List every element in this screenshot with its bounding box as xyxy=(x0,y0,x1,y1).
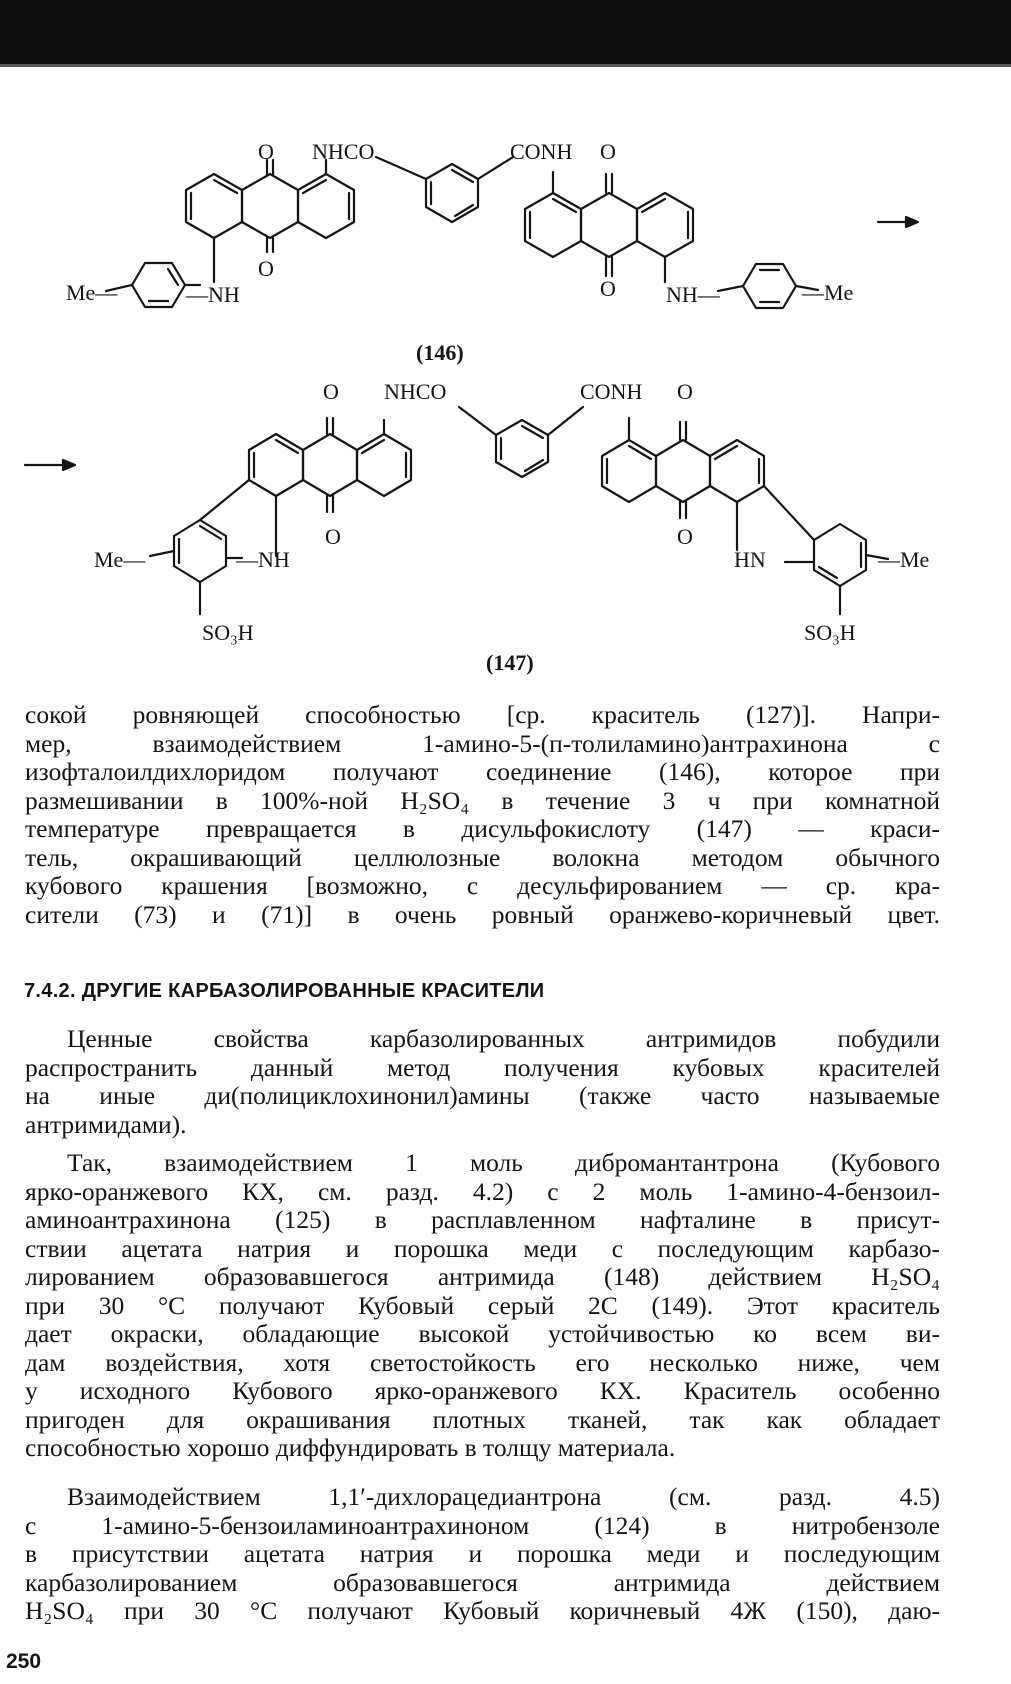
compound-label-147: (147) xyxy=(486,650,534,675)
label-so3h: SO₃H xyxy=(804,620,856,645)
text-line: Взаимодействием 1,1′-дихлорацедиантрона (см. разд. 4.5) xyxy=(67,1482,940,1511)
reaction-scheme xyxy=(0,0,1011,700)
text-line: кубового крашения [возможно, с десульфированием — ср. кра- xyxy=(25,871,940,900)
text-line: у исходного Кубового ярко-оранжевого КХ. Краситель особенно xyxy=(25,1376,940,1405)
paragraph-carbazolated-antrimides xyxy=(25,1025,940,1139)
label-so3h: SO₃H xyxy=(202,620,254,645)
label-nhco: NHCO xyxy=(312,139,375,164)
label-oxygen: O xyxy=(325,524,341,549)
text-line: с 1-амино-5-бензоиламиноантрахиноном (124) в нитробензоле xyxy=(25,1510,940,1540)
text-line: мер, взаимодействием 1-амино-5-(п-толиламино)антрахинона с xyxy=(25,728,940,758)
compound-label-146: (146) xyxy=(416,340,464,365)
label-conh: CONH xyxy=(510,139,573,164)
text-line: размешивании в 100%-ной H₂SO₄ в течение 3 ч при комнатной xyxy=(25,785,940,815)
label-oxygen: O xyxy=(600,139,616,164)
label-me-left: Me— xyxy=(66,280,118,305)
label-oxygen: O xyxy=(258,139,274,164)
text-line: пригоден для окрашивания плотных тканей, так как обладает xyxy=(25,1404,940,1434)
text-line: сители (73) и (71)] в очень ровный оранжево-коричневый цвет. xyxy=(25,899,940,929)
label-oxygen: O xyxy=(677,379,693,404)
text-line: дает окраски, обладающие высокой устойчивостью ко всем ви- xyxy=(25,1319,940,1348)
text-line: Ценные свойства карбазолированных антримидов побудили xyxy=(67,1024,940,1053)
label-hn: HN xyxy=(734,547,766,572)
text-line: способностью хорошо диффундировать в толщу материала. xyxy=(25,1433,676,1462)
text-line: аминоантрахинона (125) в расплавленном нафталине в присут- xyxy=(25,1205,940,1234)
label-oxygen: O xyxy=(323,379,339,404)
label-oxygen: O xyxy=(677,524,693,549)
label-oxygen: O xyxy=(258,256,274,281)
text-line: H₂SO₄ при 30 °С получают Кубовый коричневый 4Ж (150), даю- xyxy=(25,1596,940,1625)
text-line: изофталоилдихлоридом получают соединение (146), которое при xyxy=(25,757,940,786)
text-line: температуре превращается в дисульфокислоту (147) — краси- xyxy=(25,814,940,843)
label-nh-right: NH— xyxy=(666,282,720,307)
text-line: антримидами). xyxy=(25,1109,187,1139)
text-line: лированием образовавшегося антримида (148) действием H₂SO₄ xyxy=(25,1262,940,1291)
text-line: при 30 °С получают Кубовый серый 2С (149). Этот краситель xyxy=(25,1290,940,1320)
label-me-right: —Me xyxy=(802,280,854,305)
label-conh: CONH xyxy=(580,379,643,404)
label-me-right: —Me xyxy=(878,547,930,572)
text-line: ярко-оранжевого КХ, см. разд. 4.2) с 2 моль 1-амино-4-бензоил- xyxy=(25,1176,940,1206)
page-number: 250 xyxy=(6,1650,42,1673)
text-line: распространить данный метод получения кубовых красителей xyxy=(25,1052,940,1082)
text-line: сокой ровняющей способностью [ср. краситель (127)]. Напри- xyxy=(25,700,940,729)
text-line: в присутствии ацетата натрия и порошка меди и последующим xyxy=(25,1539,940,1568)
structure-147 xyxy=(150,407,888,614)
text-line: ствии ацетата натрия и порошка меди с последующим карбазо- xyxy=(25,1233,940,1263)
label-nh-left: —NH xyxy=(236,547,290,572)
paragraph-dye-147 xyxy=(25,701,940,929)
text-line: тель, окрашивающий целлюлозные волокна методом обычного xyxy=(25,842,940,872)
label-nh-left: —NH xyxy=(186,282,240,307)
label-me-left: Me— xyxy=(94,547,146,572)
text-line: Так, взаимодействием 1 моль дибромантантрона (Кубового xyxy=(67,1148,940,1177)
text-line: дам воздействия, хотя светостойкость его несколько ниже, чем xyxy=(25,1347,940,1377)
text-line: на иные ди(полициклохинонил)амины (также часто называемые xyxy=(25,1081,940,1110)
paragraph-vat-brown xyxy=(25,1483,940,1626)
label-nhco: NHCO xyxy=(384,379,447,404)
text-line: карбазолированием образовавшегося антримида действием xyxy=(25,1567,940,1597)
section-heading: 7.4.2. ДРУГИЕ КАРБАЗОЛИРОВАННЫЕ КРАСИТЕЛИ xyxy=(24,980,545,1002)
paragraph-vat-grey xyxy=(25,1149,940,1463)
label-oxygen: O xyxy=(600,276,616,301)
